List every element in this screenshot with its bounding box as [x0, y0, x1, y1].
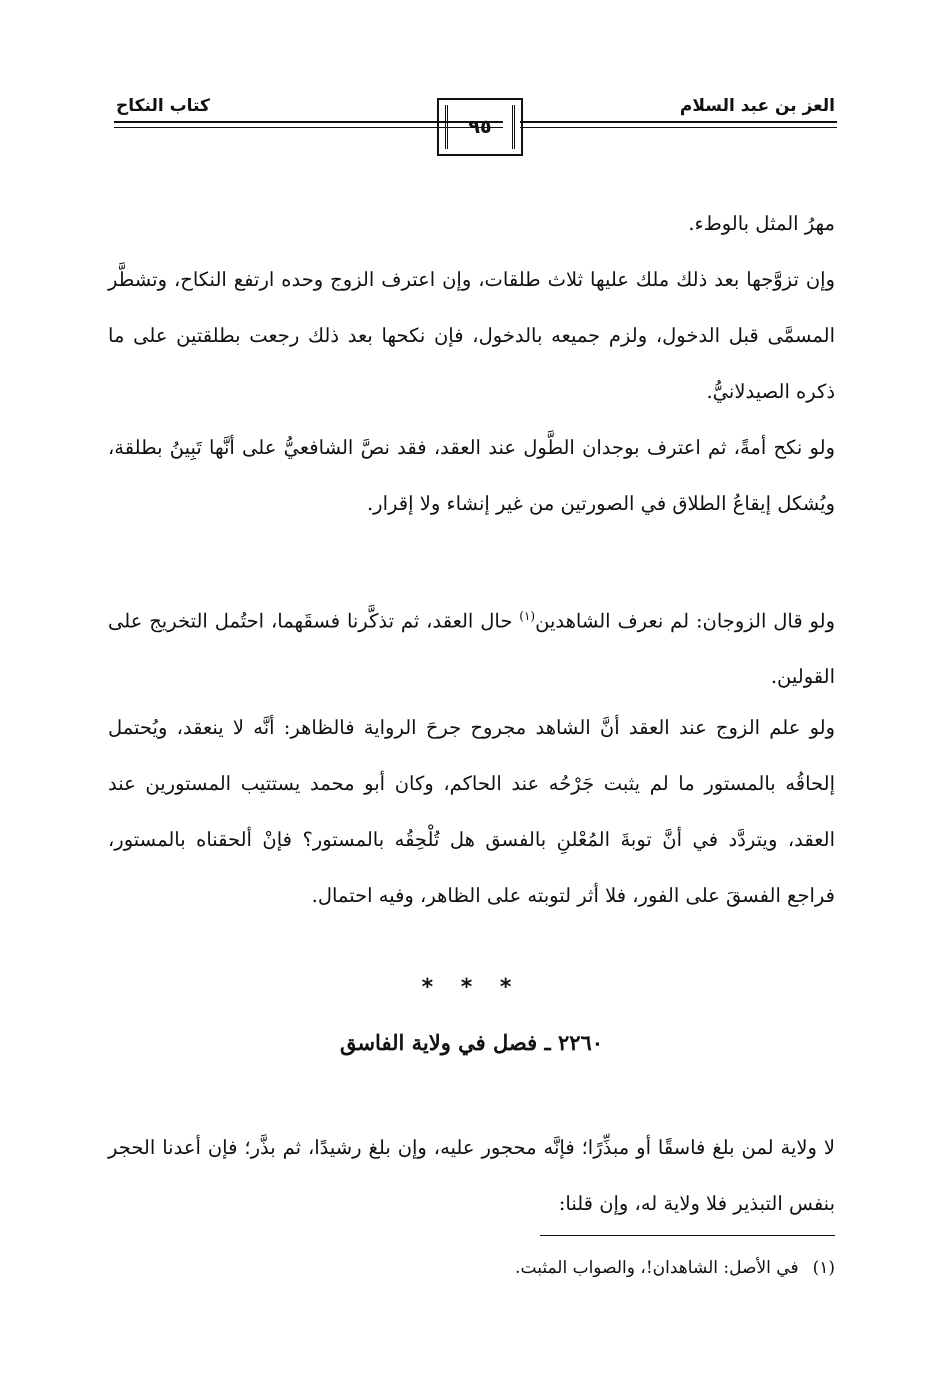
footnote-mark: (١) — [812, 1258, 835, 1278]
paragraph-2: وإن تزوَّجها بعد ذلك ملك عليها ثلاث طلقات، وإن اعترف الزوج وحده ارتفع النكاح، وتشطَّر المسمَّى قبل الدخول، ولزم جميعه بالدخول، فإن نكحها بعد ذلك رجعت بطلقتين على ما ذكره الصيدلانيُّ. — [108, 267, 835, 403]
footnote — [108, 1258, 835, 1278]
section-separator: * * * — [421, 975, 522, 1000]
page-number: ٩٥ — [468, 116, 492, 138]
paragraph-4 — [108, 588, 835, 706]
section-heading: ٢٢٦٠ ـ فصل في ولاية الفاسق — [339, 1030, 604, 1055]
paragraph-4-part-b: حال العقد، ثم تذكَّرنا فسقَهما، احتُمل التخريج على القولين. — [108, 609, 835, 688]
page-number-frame — [437, 98, 523, 156]
footnote-reference[interactable]: (١) — [519, 608, 536, 623]
running-header-author: العز بن عبد السلام — [679, 96, 835, 116]
paragraph-5: ولو علم الزوج عند العقد أنَّ الشاهد مجروح جرحَ الرواية فالظاهر: أنَّه لا ينعقد، ويُحتمل إلحاقُه بالمستور ما لم يثبت جَرْحُه عند الحاكم، وكان أبو محمد يستتيب المستورين عند العقد، ويتردَّد في أنَّ توبةَ المُعْلنِ بالفسق هل تُلْحِقُه بالمستور؟ فإنْ ألحقناه بالمستور، فراجع الفسقَ على الفور، فلا أثر لتوبته على الظاهر، وفيه احتمال. — [108, 715, 835, 907]
paragraph-1: مهرُ المثل بالوطء. — [688, 211, 835, 235]
section-paragraph: لا ولاية لمن بلغ فاسقًا أو مبذِّرًا؛ فإنَّه محجور عليه، وإن بلغ رشيدًا، ثم بذَّر؛ فإن أعدنا الحجر بنفس التبذير فلا ولاية له، وإن قلنا: — [108, 1135, 835, 1215]
footnote-divider — [540, 1235, 835, 1236]
header-rule-right — [520, 121, 837, 128]
running-header-book: كتاب النكاح — [116, 96, 210, 116]
paragraph-3: ولو نكح أمةً، ثم اعترف بوجدان الطَّول عند العقد، فقد نصَّ الشافعيُّ على أنَّها تَبِينُ بطلقة، ويُشكل إيقاعُ الطلاق في الصورتين من غير إنشاء ولا إقرار. — [108, 435, 835, 515]
paragraph-4-part-a: ولو قال الزوجان: لم نعرف الشاهدين — [535, 609, 835, 632]
footnote-text: في الأصل: الشاهدان!، والصواب المثبت. — [515, 1258, 799, 1278]
